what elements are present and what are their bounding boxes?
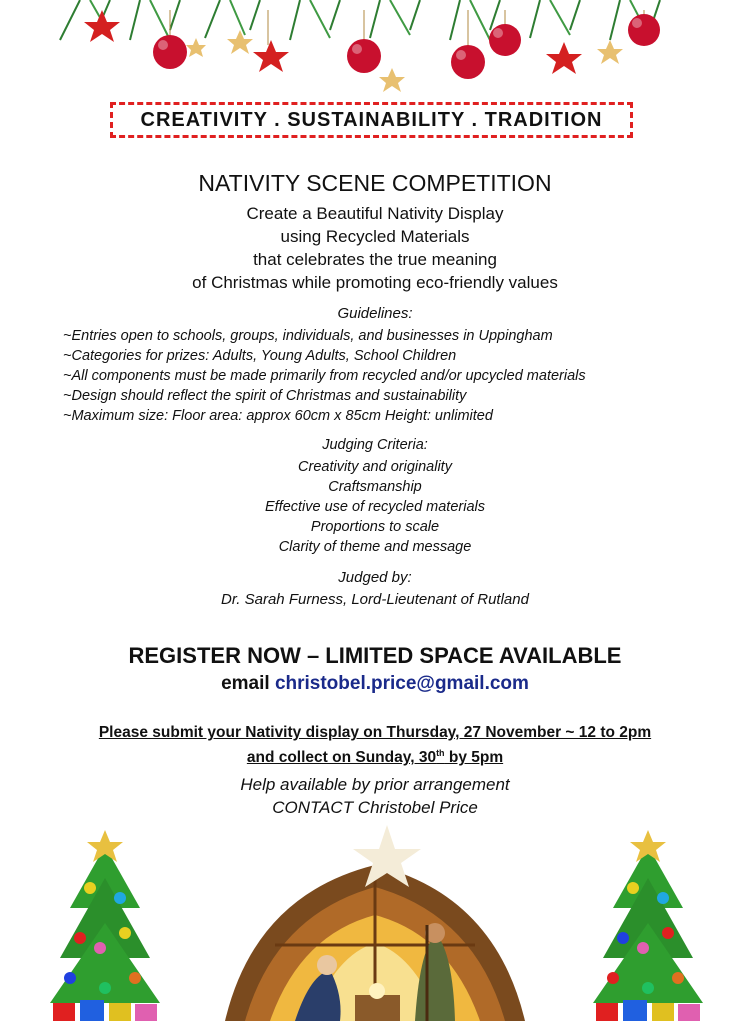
christmas-garland [0,0,750,95]
competition-title: NATIVITY SCENE COMPETITION [198,170,552,196]
submit-line: Please submit your Nativity display on Thursday, 27 November ~ 12 to 2pm [98,724,652,741]
guidelines-heading: Guidelines: [337,305,413,322]
email-prefix: email [221,673,270,694]
help-info [0,773,750,819]
guidelines-list [63,326,586,426]
ordinal-suffix: th [436,748,445,758]
christmas-tree-right [588,828,708,1021]
judge-name: Dr. Sarah Furness, Lord-Lieutenant of Rutland [221,591,529,608]
criteria-list [0,457,750,557]
submission-details [0,723,750,768]
guideline-item: ~Design should reflect the spirit of Christmas and sustainability [63,388,467,404]
email-link[interactable]: christobel.price@gmail.com [274,673,529,694]
contact-line: CONTACT Christobel Price [272,798,478,817]
collect-text: and collect on Sunday, 30 [246,749,437,767]
email-line [0,673,750,695]
judged-by-heading: Judged by: [338,569,412,586]
subtitle-line: using Recycled Materials [280,227,470,246]
criteria-item: Craftsmanship [328,479,422,495]
collect-line [0,743,750,768]
nativity-stable-illustration [215,825,535,1021]
tagline-text: CREATIVITY . SUSTAINABILITY . TRADITION [140,108,603,131]
guideline-item: ~Maximum size: Floor area: approx 60cm x 85cm Height: unlimited [63,408,493,424]
help-line: Help available by prior arrangement [240,775,510,794]
criteria-item: Effective use of recycled materials [264,499,485,515]
criteria-heading: Judging Criteria: [322,437,428,453]
criteria-item: Clarity of theme and message [278,539,472,555]
guideline-item: ~Entries open to schools, groups, individuals, and businesses in Uppingham [63,328,553,344]
guideline-item: ~Categories for prizes: Adults, Young Adults, School Children [63,348,457,364]
tagline-banner [110,102,633,138]
criteria-item: Creativity and originality [298,459,452,475]
register-heading: REGISTER NOW – LIMITED SPACE AVAILABLE [128,643,622,668]
christmas-tree-left [45,828,165,1021]
subtitle-line: that celebrates the true meaning [253,250,497,269]
subtitle-line: of Christmas while promoting eco-friendly values [192,273,558,292]
subtitle-line: Create a Beautiful Nativity Display [246,204,504,223]
criteria-item: Proportions to scale [310,519,440,535]
competition-subtitle [0,202,750,294]
guideline-item: ~All components must be made primarily from recycled and/or upcycled materials [63,368,586,384]
collect-time: by 5pm [444,749,504,767]
